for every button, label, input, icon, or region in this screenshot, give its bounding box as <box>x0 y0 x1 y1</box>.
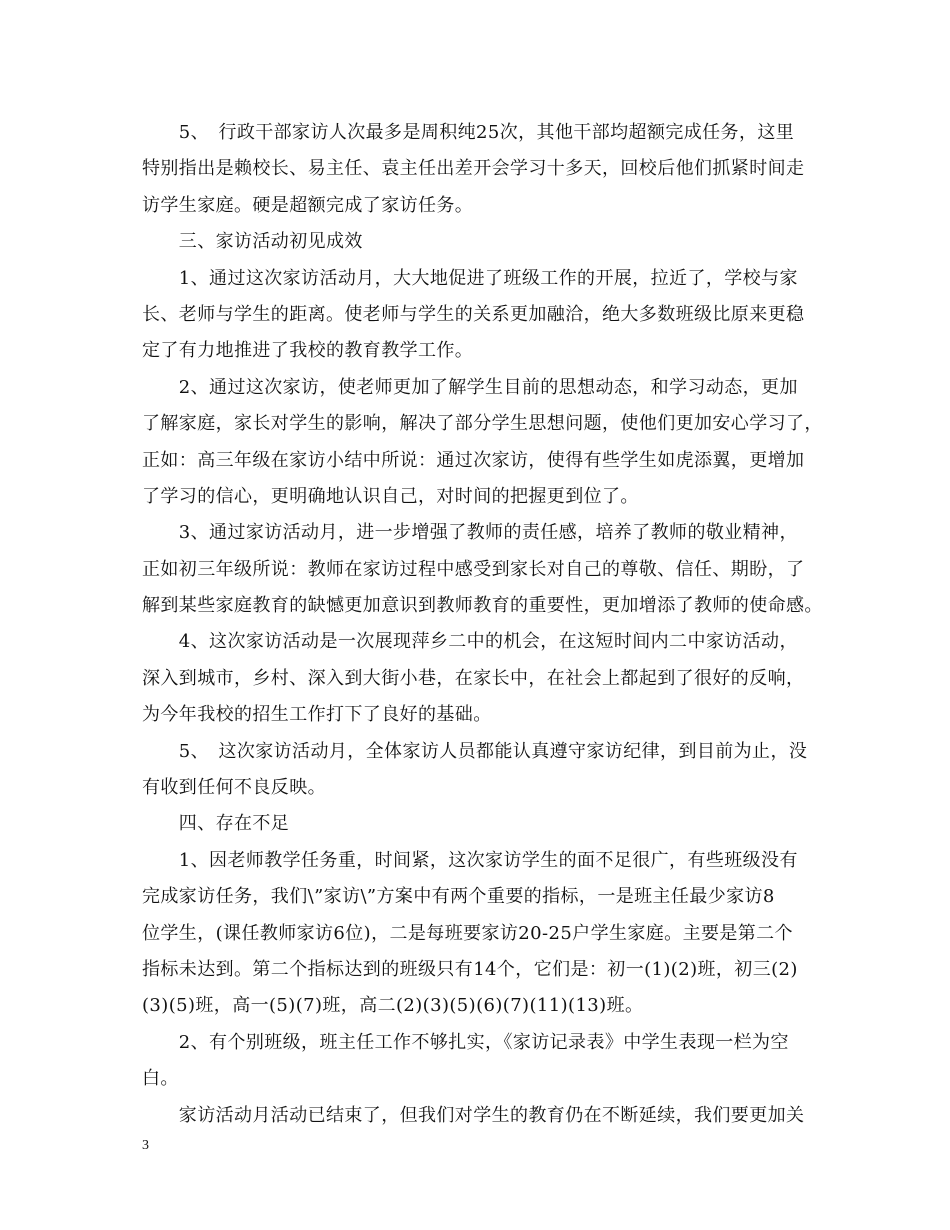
text-line: 正如：高三年级在家访小结中所说：通过次家访，使得有些学生如虎添翼，更增加 <box>142 449 805 471</box>
text-line: 位学生，(课任教师家访6位)，二是每班要家访20-25户学生家庭。主要是第二个 <box>142 922 793 944</box>
text-line: 为今年我校的招生工作打下了良好的基础。 <box>142 704 492 726</box>
text-line: 了学习的信心，更明确地认识自己，对时间的把握更到位了。 <box>142 485 639 507</box>
text-line: 四、存在不足 <box>142 813 290 835</box>
text-line: 4、这次家访活动是一次展现萍乡二中的机会，在这短时间内二中家访活动， <box>142 631 798 653</box>
text-line: 5、 这次家访活动月，全体家访人员都能认真遵守家访纪律，到目前为止，没 <box>142 740 808 762</box>
text-line: 解到某些家庭教育的缺憾更加意识到教师教育的重要性，更加增添了教师的使命感。 <box>142 595 823 617</box>
text-line: 2、通过这次家访，使老师更加了解学生目前的思想动态，和学习动态，更加 <box>142 376 798 398</box>
text-line: 三、家访活动初见成效 <box>142 231 363 253</box>
text-line: 访学生家庭。硬是超额完成了家访任务。 <box>142 194 474 216</box>
text-line: 2、有个别班级，班主任工作不够扎实，《家访记录表》中学生表现一栏为空 <box>142 1031 789 1053</box>
text-line: 1、通过这次家访活动月，大大地促进了班级工作的开展，拉近了，学校与家 <box>142 267 798 289</box>
text-line: 深入到城市，乡村、深入到大街小巷，在家长中，在社会上都起到了很好的反响， <box>142 667 805 689</box>
text-line: 完成家访任务，我们\”家访\”方案中有两个重要的指标，一是班主任最少家访8 <box>142 886 775 908</box>
text-line: 定了有力地推进了我校的教育教学工作。 <box>142 340 474 362</box>
text-line: 3、通过家访活动月，进一步增强了教师的责任感，培养了教师的敬业精神， <box>142 522 798 544</box>
text-line: 特别指出是赖校长、易主任、袁主任出差开会学习十多天，回校后他们抓紧时间走 <box>142 158 805 180</box>
text-line: 长、老师与学生的距离。使老师与学生的关系更加融洽，绝大多数班级比原来更稳 <box>142 303 805 325</box>
text-line: 家访活动月活动已结束了，但我们对学生的教育仍在不断延续，我们要更加关 <box>142 1104 805 1126</box>
document-body <box>142 115 823 1134</box>
text-line: 5、 行政干部家访人次最多是周积纯25次，其他干部均超额完成任务，这里 <box>142 122 795 143</box>
text-line: 正如初三年级所说：教师在家访过程中感受到家长对自己的尊敬、信任、期盼，了 <box>142 558 805 580</box>
text-line: 白。 <box>142 1068 179 1090</box>
text-line: 了解家庭，家长对学生的影响，解决了部分学生思想问题，使他们更加安心学习了， <box>142 413 823 435</box>
page-number: 3 <box>142 1138 149 1153</box>
text-line: 指标未达到。第二个指标达到的班级只有14个，它们是：初一(1)(2)班，初三(2) <box>142 958 798 980</box>
text-line: 有收到任何不良反映。 <box>142 777 326 799</box>
text-line: (3)(5)班，高一(5)(7)班，高二(2)(3)(5)(6)(7)(11)(13)班。 <box>142 995 644 1017</box>
text-line: 1、因老师教学任务重，时间紧，这次家访学生的面不足很广，有些班级没有 <box>142 849 798 871</box>
